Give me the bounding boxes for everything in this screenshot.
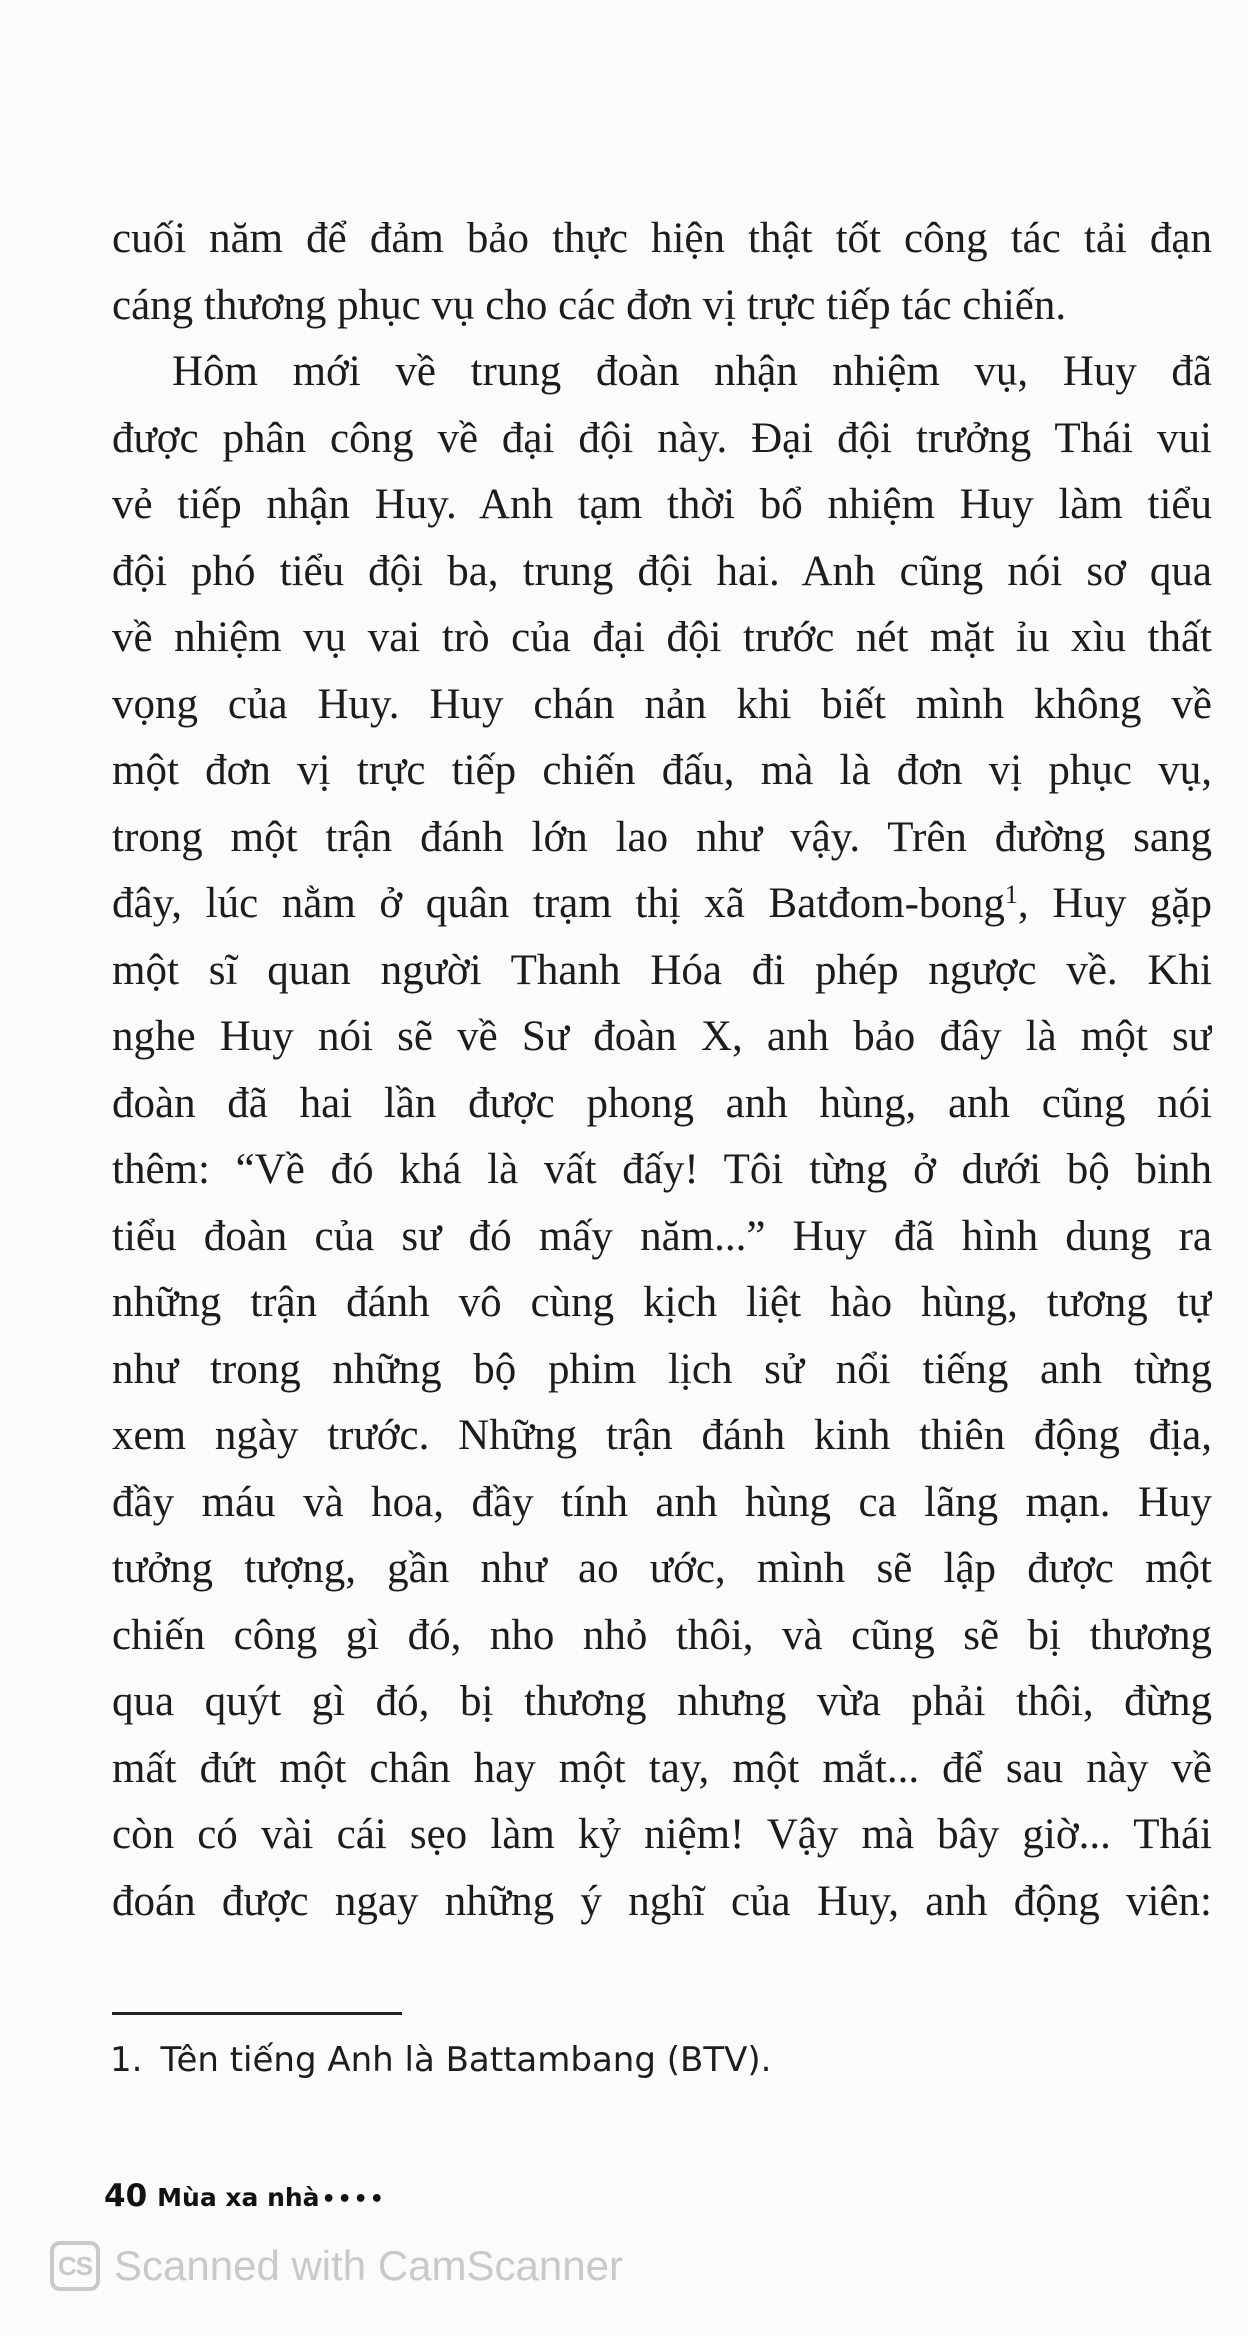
text-line: đội phó tiểu đội ba, trung đội hai. Anh cũng nói sơ qua	[112, 547, 1212, 595]
body-text	[112, 206, 1212, 1935]
text-line: đầy máu và hoa, đầy tính anh hùng ca lãng mạn. Huy	[112, 1478, 1212, 1526]
page-number: 40	[104, 2178, 148, 2214]
footnote-divider	[112, 2012, 402, 2015]
text-line: chiến công gì đó, nho nhỏ thôi, và cũng sẽ bị thương	[112, 1611, 1212, 1659]
text-line: về nhiệm vụ vai trò của đại đội trước nét mặt ỉu xìu thất	[112, 614, 1212, 661]
text-line: thêm: “Về đó khá là vất đấy! Tôi từng ở dưới bộ binh	[112, 1146, 1212, 1193]
text-line: trong một trận đánh lớn lao như vậy. Trên đường sang	[112, 813, 1212, 861]
text-line: tưởng tượng, gần như ao ước, mình sẽ lập được một	[112, 1545, 1212, 1592]
text-line: như trong những bộ phim lịch sử nổi tiếng anh từng	[112, 1345, 1212, 1393]
text-segment: , Huy gặp	[1017, 880, 1212, 927]
text-line: tiểu đoàn của sư đó mấy năm...” Huy đã hình dung ra	[112, 1212, 1212, 1260]
text-line: Hôm mới về trung đoàn nhận nhiệm vụ, Huy đã	[172, 348, 1212, 395]
camscanner-logo-icon: CS	[50, 2241, 100, 2291]
text-line: những trận đánh vô cùng kịch liệt hào hùng, tương tự	[112, 1279, 1212, 1326]
text-line: qua quýt gì đó, bị thương nhưng vừa phải thôi, đừng	[112, 1678, 1212, 1725]
text-line: mất đứt một chân hay một tay, một mắt... để sau này về	[112, 1744, 1212, 1792]
text-line: còn có vài cái sẹo làm kỷ niệm! Vậy mà bây giờ... Thái	[112, 1811, 1212, 1858]
book-title: Mùa xa nhà	[157, 2183, 320, 2212]
text-line: cáng thương phục vụ cho các đơn vị trực tiếp tác chiến.	[112, 281, 1067, 329]
footnote-marker: 1	[1004, 880, 1018, 909]
text-line: cuối năm để đảm bảo thực hiện thật tốt công tác tải đạn	[112, 215, 1212, 262]
footnote-text: Tên tiếng Anh là Battambang (BTV).	[160, 2040, 772, 2080]
footnote	[110, 2040, 771, 2080]
page-footer	[104, 2178, 386, 2214]
text-segment: đây, lúc nằm ở quân trạm thị xã Batđom-bong	[112, 880, 1005, 927]
scanner-watermark	[50, 2238, 623, 2294]
text-line: đoàn đã hai lần được phong anh hùng, anh cũng nói	[112, 1079, 1212, 1127]
watermark-text: Scanned with CamScanner	[114, 2242, 623, 2289]
text-line-with-footnote	[112, 871, 1212, 938]
footnote-number: 1.	[110, 2040, 143, 2080]
text-line: vọng của Huy. Huy chán nản khi biết mình không về	[112, 680, 1212, 728]
text-line: xem ngày trước. Những trận đánh kinh thiên động địa,	[112, 1412, 1212, 1459]
text-line: một sĩ quan người Thanh Hóa đi phép ngược về. Khi	[112, 946, 1212, 994]
text-line: được phân công về đại đội này. Đại đội trưởng Thái vui	[112, 414, 1212, 462]
text-line: một đơn vị trực tiếp chiến đấu, mà là đơn vị phục vụ,	[112, 747, 1212, 794]
text-line: nghe Huy nói sẽ về Sư đoàn X, anh bảo đây là một sư	[112, 1013, 1212, 1060]
text-line: đoán được ngay những ý nghĩ của Huy, anh động viên:	[112, 1877, 1212, 1925]
text-line: vẻ tiếp nhận Huy. Anh tạm thời bổ nhiệm Huy làm tiểu	[112, 481, 1212, 528]
ornament-dots: ••••	[321, 2187, 386, 2212]
